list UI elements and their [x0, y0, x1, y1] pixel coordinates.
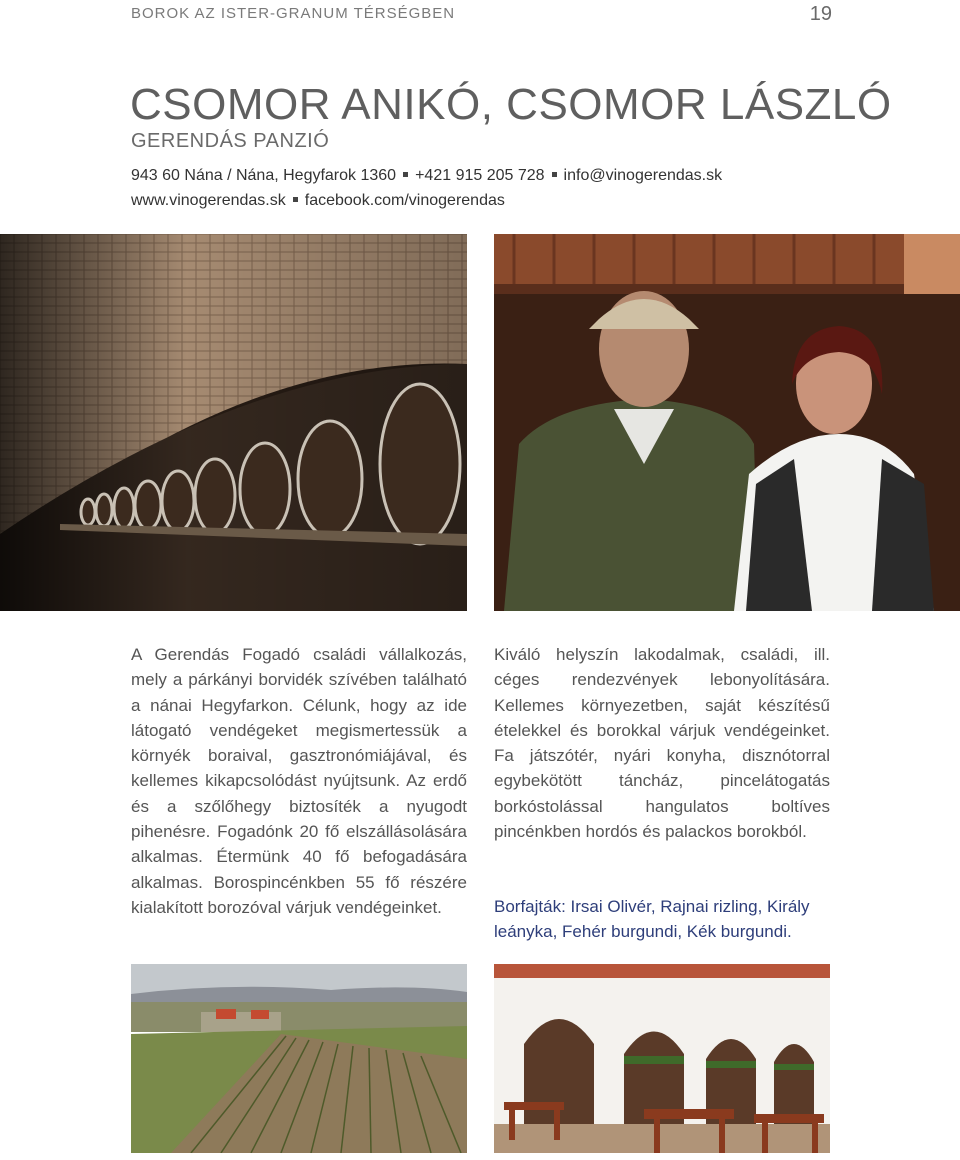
- description-left-column: A Gerendás Fogadó családi vállalkozás, mely a párkányi borvidék szívében található a nánai Hegyfarkon. Célunk, hogy az ide látogató vendégeket megismertessük a környék boraival, gasztronómiájával, és kellemes kikapcsolódást nyújtsunk. Az erdő és a szőlőhegy biztosíték a nyugodt pihenésre. Fogadónk 20 fő elszállásolására alkalmas. Étermünk 40 fő befogadására alkalmas. Borospincénkben 55 fő részére kialakított borozóval várjuk vendégeinket.: [131, 645, 467, 917]
- website-link[interactable]: www.vinogerendas.sk: [131, 192, 286, 209]
- contact-line-2: [131, 192, 505, 210]
- address: 943 60 Nána / Nána, Hegyfarok 1360: [131, 167, 397, 184]
- section-label: BOROK AZ ISTER-GRANUM TÉRSÉGBEN: [131, 5, 456, 22]
- grape-varieties: Borfajták: Irsai Olivér, Rajnai rizling, Király leányka, Fehér burgundi, Kék burgundi.: [494, 897, 810, 942]
- phone-number: +421 915 205 728: [415, 167, 545, 184]
- owners-portrait-photo: [494, 234, 960, 611]
- winery-name: GERENDÁS PANZIÓ: [131, 130, 330, 152]
- description-right-column: Kiváló helyszín lakodalmak, családi, ill. céges rendezvények lebonyolítására. Kellemes környezetben, saját készítésű ételekkel és borokkal várjuk vendégeinket. Fa játszótér, nyári konyha, disznótorral egybekötött táncház, pincelátogatás borkóstolással hangulatos boltíves pincénkben hordós és palackos borokból.: [494, 645, 830, 842]
- page-number: 19: [809, 3, 832, 25]
- contact-line-1: [131, 167, 722, 185]
- email-link[interactable]: info@vinogerendas.sk: [563, 167, 723, 184]
- barrel-cellar-photo: [0, 234, 467, 611]
- separator-square-icon: [403, 172, 408, 177]
- terrace-arches-photo: [494, 964, 830, 1153]
- separator-square-icon: [293, 197, 298, 202]
- page-title: CSOMOR ANIKÓ, CSOMOR LÁSZLÓ: [130, 80, 892, 129]
- vineyard-landscape-photo: [131, 964, 467, 1153]
- facebook-link[interactable]: facebook.com/vinogerendas: [304, 192, 505, 209]
- separator-square-icon: [552, 172, 557, 177]
